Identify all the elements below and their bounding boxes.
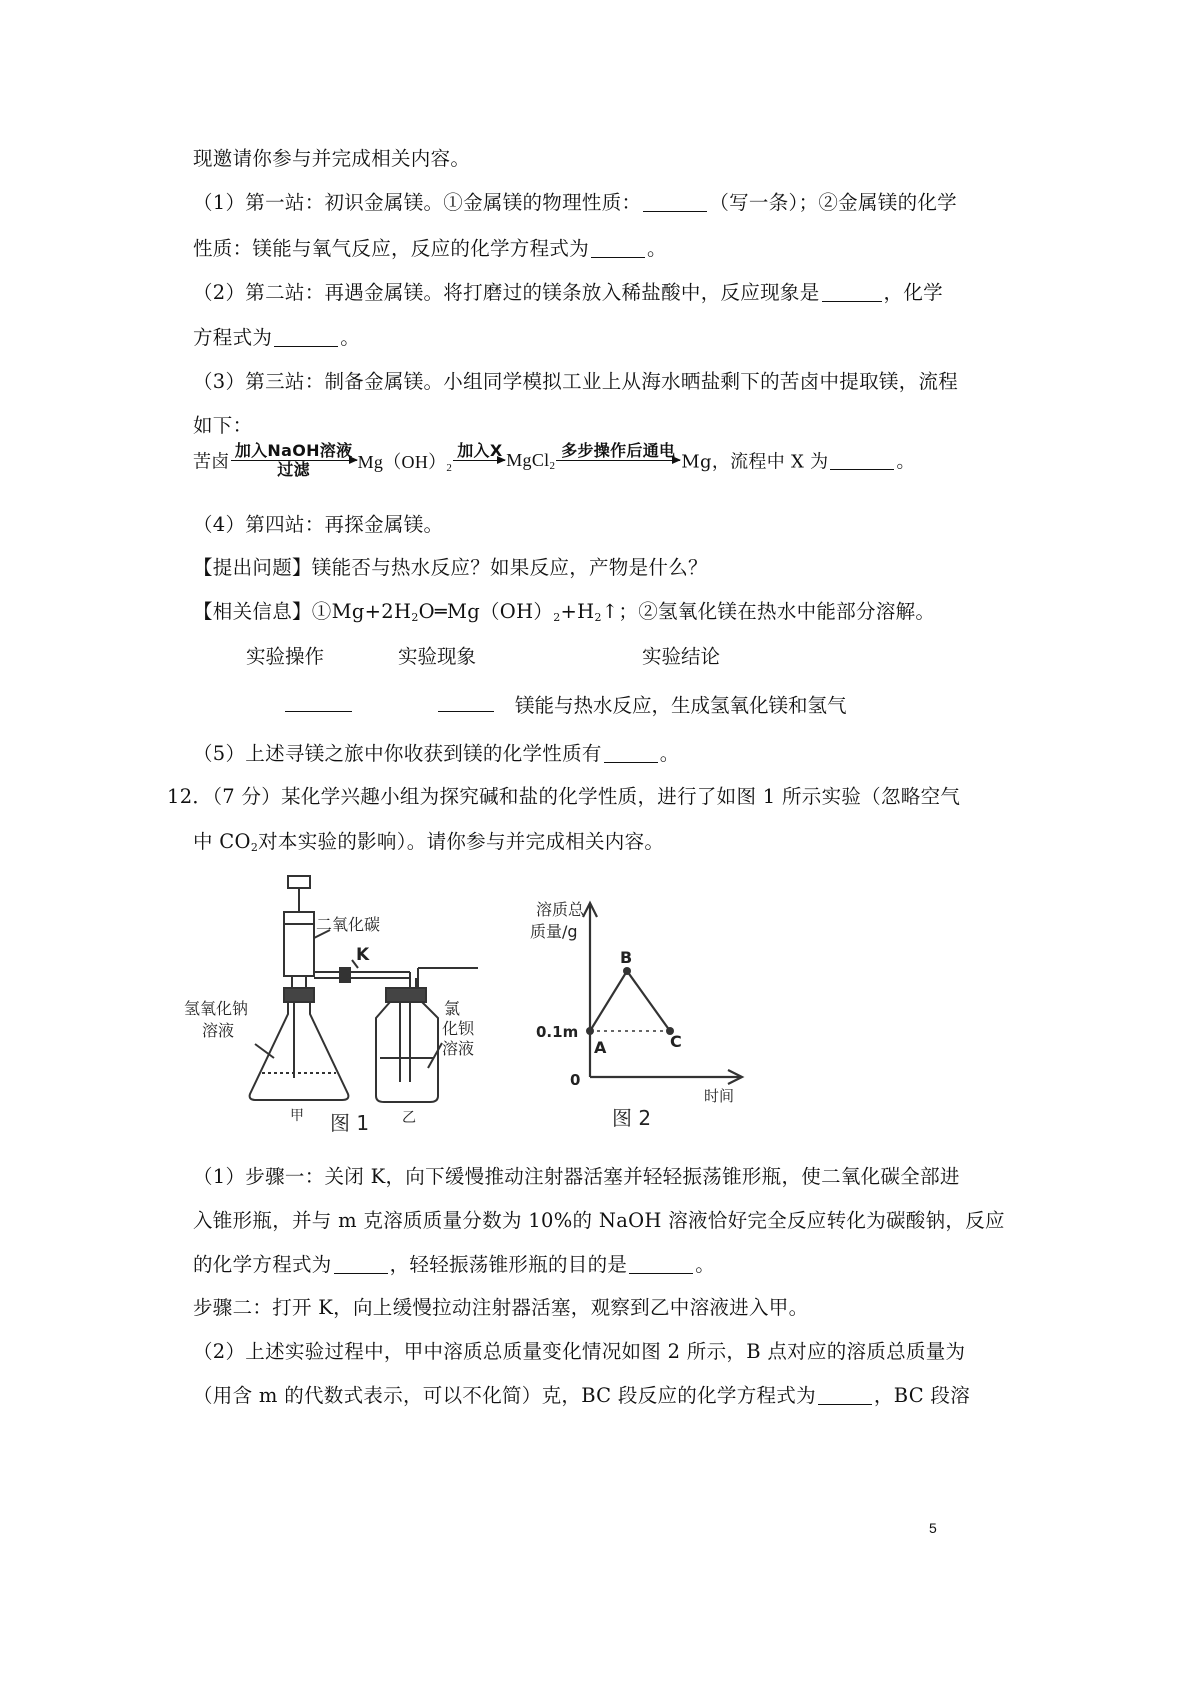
answer-blank[interactable] (274, 327, 338, 348)
text: 。 (896, 451, 915, 473)
text: ，化学 (883, 281, 943, 304)
text-line (193, 1249, 715, 1277)
text: （2）上述实验过程中，甲中溶质总质量变化情况如图 2 所示，B 点对应的溶质总质量为 (193, 1340, 966, 1363)
point-b-marker (623, 967, 631, 975)
text: +H (560, 600, 595, 623)
subscript: 2 (553, 611, 561, 624)
arrow-line (556, 460, 680, 461)
text-line (193, 1380, 970, 1408)
label-bacl2-2: 化钡 (442, 1019, 475, 1038)
point-b-label: B (620, 948, 633, 967)
label-bacl2-3: 溶液 (442, 1039, 475, 1058)
arrow-line (453, 460, 505, 461)
text: 步骤二：打开 K，向上缓慢拉动注射器活塞，观察到乙中溶液进入甲。 (193, 1296, 809, 1319)
flow-start: 苦卤 (193, 451, 230, 473)
table-header: 实验操作 (246, 645, 325, 668)
answer-blank[interactable] (438, 711, 494, 712)
label-naoh: 氢氧化钠 (184, 999, 249, 1018)
text: （写一条）；②金属镁的化学 (709, 191, 957, 214)
vessel-jia-label: 甲 (290, 1108, 304, 1124)
text-line (193, 509, 443, 537)
valve-k-label: K (356, 945, 370, 965)
text: 12．（7 分）某化学兴趣小组为探究碱和盐的化学性质，进行了如图 1 所示实验（忽略空气 (167, 785, 961, 808)
text: （2）第二站：再遇金属镁。将打磨过的镁条放入稀盐酸中，反应现象是 (193, 281, 820, 304)
text: （3）第三站：制备金属镁。小组同学模拟工业上从海水晒盐剩下的苦卤中提取镁，流程 (193, 370, 959, 393)
y-axis-label: 溶质总 (536, 900, 585, 919)
text: 方程式为 (193, 326, 273, 349)
table-header: 实验现象 (398, 645, 477, 668)
text-line (193, 738, 680, 766)
text: 。 (695, 1253, 716, 1276)
arrow-label: 过滤 (277, 460, 310, 479)
text: 。 (647, 237, 667, 260)
x-axis-label: 时间 (704, 1087, 735, 1105)
answer-blank[interactable] (822, 282, 882, 303)
table-header: 实验结论 (642, 645, 721, 668)
answer-blank[interactable] (591, 238, 645, 259)
figure-2-graph (530, 893, 750, 1133)
text: （5）上述寻镁之旅中你收获到镁的化学性质有 (193, 742, 602, 765)
text-line (193, 1292, 808, 1320)
answer-blank[interactable] (818, 1385, 872, 1406)
label-bacl2-1: 氯 (444, 999, 461, 1018)
label-co2: 二氧化碳 (316, 915, 381, 934)
text-line (193, 410, 252, 438)
text: 【相关信息】①Mg+2H (193, 600, 412, 623)
text-line (193, 366, 958, 394)
flow-product: Mg（OH） (357, 451, 447, 472)
text: （1）步骤一：关闭 K，向下缓慢推动注射器活塞并轻轻振荡锥形瓶，使二氧化碳全部进 (193, 1165, 960, 1188)
text-line (193, 277, 943, 305)
answer-blank[interactable] (285, 711, 352, 712)
answer-blank[interactable] (629, 1254, 693, 1275)
text: ↑；②氢氧化镁在热水中能部分溶解。 (601, 600, 936, 623)
text-line (193, 322, 360, 350)
answer-blank[interactable] (830, 451, 894, 470)
figure-1-caption: 图 1 (330, 1111, 370, 1135)
text: 性质：镁能与氧气反应，反应的化学方程式为 (193, 237, 590, 260)
text-line (193, 187, 957, 215)
text: 。 (659, 742, 680, 765)
text: 入锥形瓶，并与 m 克溶质质量分数为 10%的 NaOH 溶液恰好完全反应转化为碳酸钠，反应 (193, 1209, 1005, 1232)
flow-arrow (556, 442, 680, 479)
text-line (193, 596, 935, 624)
text: 。 (340, 326, 361, 349)
table-cell: 镁能与热水反应，生成氢氧化镁和氢气 (515, 694, 847, 717)
text: （1）第一站：初识金属镁。①金属镁的物理性质： (193, 191, 642, 214)
text: ，BC 段溶 (873, 1384, 971, 1407)
process-flow (193, 442, 915, 479)
page-number: 5 (929, 1520, 937, 1536)
text: O═Mg（OH） (418, 600, 554, 623)
figure-2-caption: 图 2 (612, 1106, 652, 1130)
text: （用含 m 的代数式表示，可以不化简）克，BC 段反应的化学方程式为 (193, 1384, 816, 1407)
subscript: 2 (250, 841, 259, 854)
text: 中 CO (193, 830, 251, 853)
arrow-label: 加入X (457, 441, 503, 460)
text: 现邀请你参与并完成相关内容。 (193, 147, 471, 170)
text: ，轻轻振荡锥形瓶的目的是 (389, 1253, 628, 1276)
point-a-marker (586, 1027, 594, 1035)
arrow-line (231, 460, 357, 461)
text: 对本实验的影响）。请你参与并完成相关内容。 (258, 830, 665, 853)
answer-blank[interactable] (643, 192, 707, 213)
subscript: 2 (594, 611, 602, 624)
text-line (193, 1205, 1005, 1233)
y-axis-label-2: 质量/g (530, 922, 578, 941)
point-a-label: A (594, 1038, 607, 1057)
flow-arrow (453, 442, 505, 479)
vessel-yi-label: 乙 (402, 1110, 416, 1126)
text-line (193, 1336, 965, 1364)
text: 【提出问题】镁能否与热水反应？如果反应，产物是什么？ (193, 556, 708, 579)
arrow-label: 加入NaOH溶液 (234, 441, 353, 460)
label-naoh-2: 溶液 (202, 1021, 235, 1040)
answer-blank[interactable] (604, 743, 658, 764)
text: 如下： (193, 414, 253, 437)
subscript: 2 (411, 611, 419, 624)
subscript: 2 (446, 461, 453, 474)
flow-product: MgCl (506, 449, 550, 470)
arrow-label: 多步操作后通电 (561, 441, 676, 460)
text-line (193, 552, 708, 580)
origin-label: 0 (570, 1071, 581, 1089)
text-line (193, 233, 667, 261)
question-12 (167, 781, 960, 809)
y-tick-label: 0.1m (536, 1023, 579, 1041)
text: 的化学方程式为 (193, 1253, 332, 1276)
subscript: 2 (549, 459, 556, 472)
point-c-label: C (670, 1032, 682, 1051)
flow-arrow (231, 442, 357, 479)
answer-blank[interactable] (334, 1254, 388, 1275)
figure-1-apparatus (180, 868, 500, 1138)
text-line (193, 1161, 960, 1189)
flow-end: Mg，流程中 X 为 (681, 451, 829, 473)
text: （4）第四站：再探金属镁。 (193, 513, 444, 536)
text-line (193, 143, 470, 171)
text-line (193, 826, 664, 854)
